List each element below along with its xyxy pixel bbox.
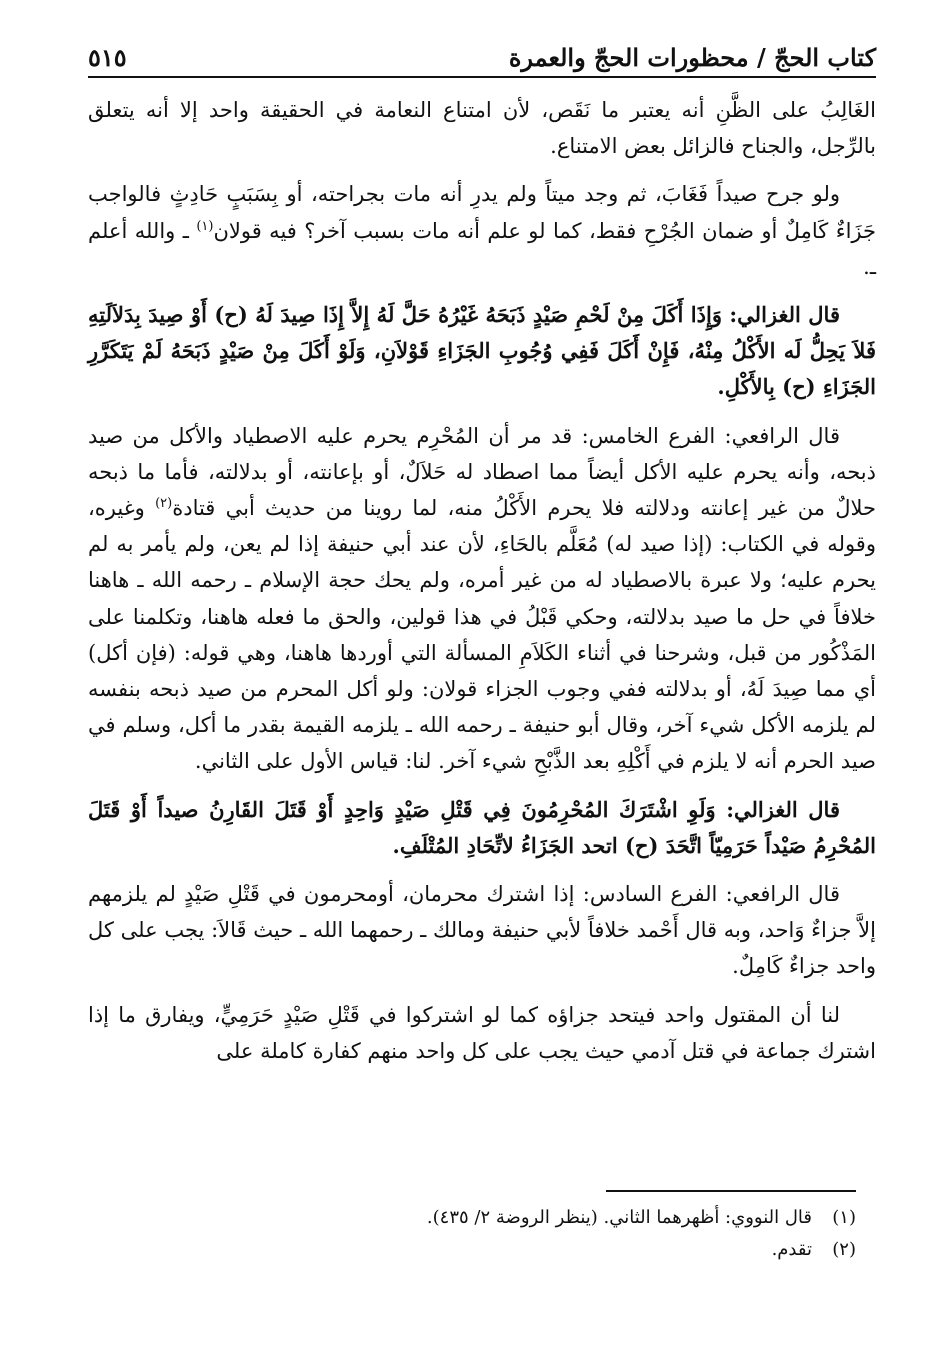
footnote-ref-2: (٢) xyxy=(155,496,173,512)
paragraph-2: ولو جرح صيداً فَغَابَ، ثم وجد ميتاً ولم يدرِ أنه مات بجراحته، أو بِسَبَبٍ حَادِثٍ فالواجب جَزَاءٌ كَامِلٌ أو ضمان الجُرْحِ فقط، كما لو علم أنه مات بسبب آخر؟ فيه قولان$^{(١)}$ ـ والله أعلم ـ. xyxy=(88,182,876,279)
page-number: ٥١٥ xyxy=(88,43,127,72)
header-title: كتاب الحجّ / محظورات الحجّ والعمرة xyxy=(508,43,876,72)
running-header xyxy=(88,28,876,78)
footnote-divider xyxy=(606,1190,856,1192)
paragraph-ghazali-1: قال الغزالي: وَإِذَا أَكَلَ مِنْ لَحْمِ صَيْدٍ ذَبَحَهُ غَيْرُهُ حَلَّ لَهُ إِلاَّ إِذَا صِيدَ لَهُ (ح) أَوْ صِيدَ بِدَلاَلَتِهِ فَلاَ يَحِلُّ لَه الأَكْلُ مِنْهُ، فَإِنْ أَكَلَ فَفِي وُجُوبِ الجَزَاءِ قَوْلاَنِ، وَلَوْ أَكَلَ مِنْ صَيْدٍ ذَبَحَهُ لَمْ يَتَكَرَّرِ الجَزَاءِ (ح) بِالأَكْلِ. xyxy=(88,302,876,400)
paragraph-rafii-1: قال الرافعي: الفرع الخامس: قد مر أن المُحْرِم يحرم عليه الاصطياد والأكل من صيد ذبحه، وأنه يحرم عليه الأكل أيضاً مما اصطاد له حَلاَلٌ، أو بإعانته، أو بدلالته، فأما ما ذبحه حلالٌ من غير إعانته ودلالته فلا يحرم الأَكْلُ منه، لما روينا من حديث أبي قتادة$^{(٢)}$ وغيره، وقوله في الكتاب: (إذا صيد له) مُعَلَّم بالحَاءِ، لأن عند أبي حنيفة إذا لم يعن، ولم يأمر به لم يحرم عليه؛ ولا عبرة بالاصطياد له من غير أمره، ولم يحك حجة الإسلام ـ رحمه الله ـ هاهنا خلافاً في حل ما صيد بدلالته، وحكي قَبْلُ في هذا قولين، والحق ما فعله هاهنا، وتكلمنا على المَذْكُور من قبل، وشرحنا في أثناء الكَلاَمِ المسألة التي أوردها هاهنا، وهي قوله: (فإن أكل) أي مما صِيدَ لَهُ، أو بدلالته ففي وجوب الجزاء قولان: ولو أكل المحرم من صيد ذبحه بنفسه لم يلزمه الأكل شيء آخر، وقال أبو حنيفة ـ رحمه الله ـ يلزمه القيمة بقدر ما أكل، وسلم في صيد الحرم أنه لا يلزم في أَكْلِهِ بعد الذَّبْحِ شيء آخر. لنا: قياس الأول على الثاني. xyxy=(88,423,876,774)
footnotes xyxy=(68,1202,856,1266)
footnote-2: (٢) تقدم. xyxy=(771,1239,856,1260)
paragraph-ghazali-2: قال الغزالي: وَلَوِ اشْتَرَكَ المُحْرِمُونَ فِي قَتْلِ صَيْدٍ وَاحِدٍ أَوْ قَتَلَ القَارِنُ صيداً أَوْ قَتَلَ المُحْرِمُ صَيْداً حَرَمِيّاً اتَّحَدَ (ح) اتحد الجَزَاءُ لاتِّحَادِ المُتْلَفِ. xyxy=(88,796,876,858)
paragraph-1: الغَالِبُ على الظَّنِ أنه يعتبر ما نَقَص، لأن امتناع النعامة في الحقيقة واحد إلا أنه يتعلق بالرِّجل، والجناح فالزائل بعض الامتناع. xyxy=(88,98,876,159)
paragraph-rafii-2: قال الرافعي: الفرع السادس: إذا اشترك محرمان، أومحرمون في قَتْلِ صَيْدٍ لم يلزمهم إلاَّ جزاءٌ وَاحد، وبه قال أَحْمد خلافاً لأبي حنيفة ومالك ـ رحمهما الله ـ حيث قَالاَ: يجب على كل واحد جزاءٌ كَامِلٌ. xyxy=(88,882,876,979)
footnote-ref-1: (١) xyxy=(196,218,214,234)
footnote-1: (١) قال النووي: أظهرهما الثاني. (ينظر الروضة ٢/ ٤٣٥). xyxy=(426,1207,856,1228)
page xyxy=(88,28,876,1081)
body-text xyxy=(88,92,876,1069)
paragraph-last: لنا أن المقتول واحد فيتحد جزاؤه كما لو اشتركوا في قَتْلِ صَيْدٍ حَرَمِيٍّ، ويفارق ما إذا اشترك جماعة في قتل آدمي حيث يجب على كل واحد منهم كفارة كاملة على xyxy=(88,1002,876,1063)
